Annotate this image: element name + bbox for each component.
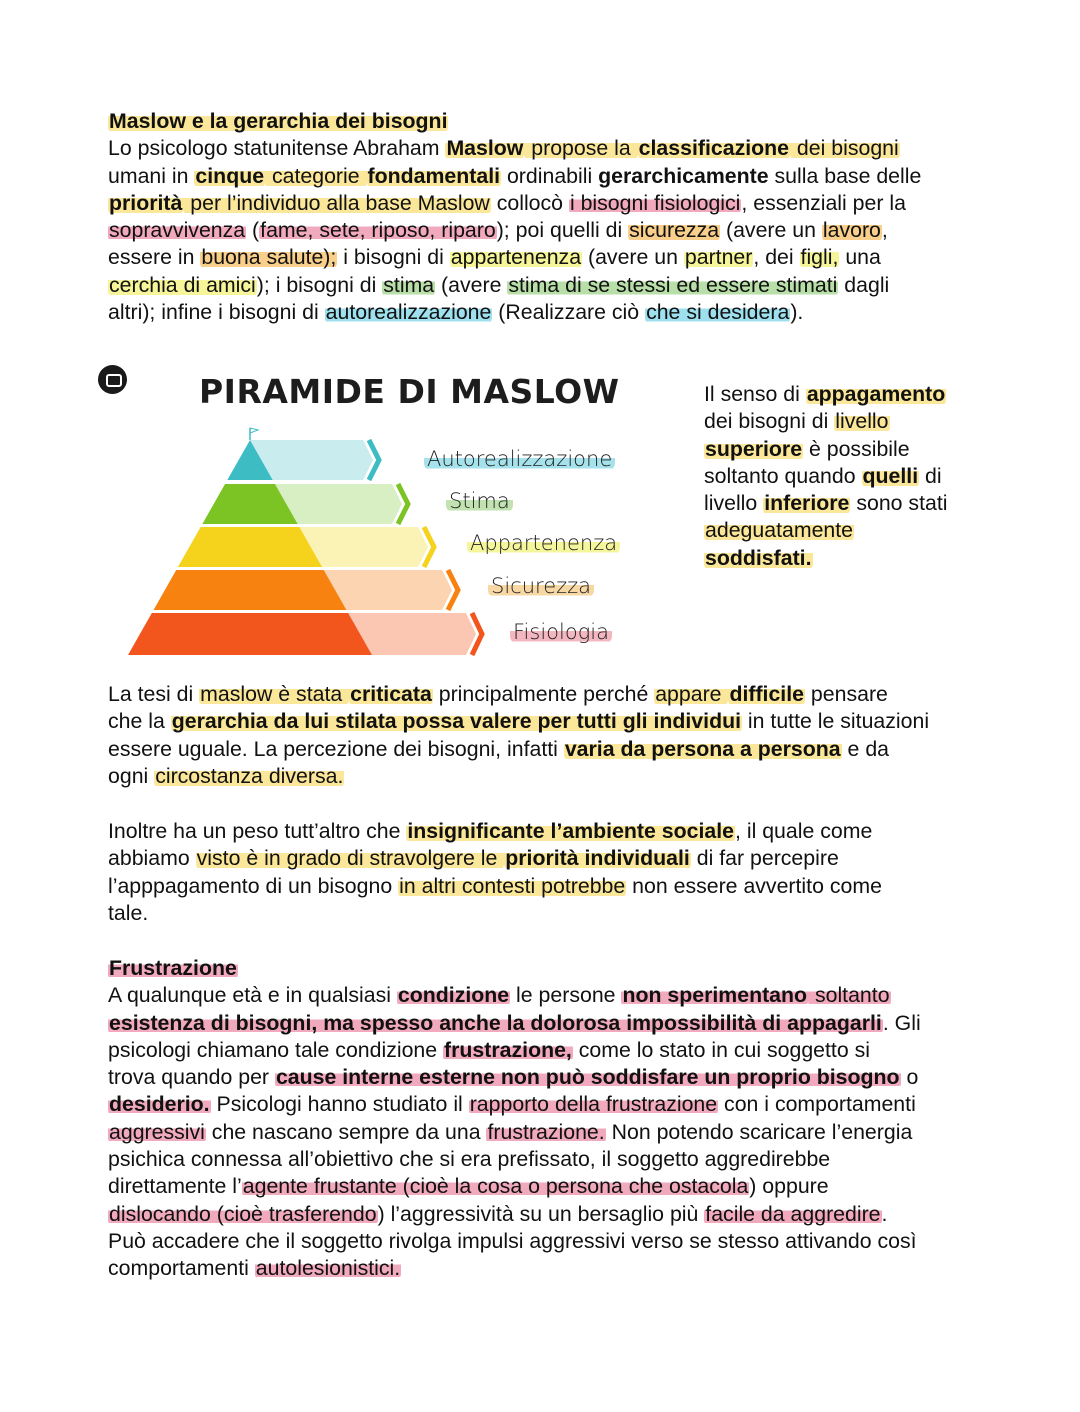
- text-run: Inoltre ha un peso tutt’altro che: [108, 819, 407, 843]
- text-run: ordinabili: [501, 163, 599, 188]
- text-run: ogni: [108, 763, 155, 788]
- text-run: i bisogni di: [337, 245, 450, 270]
- text-run: o: [900, 1065, 919, 1090]
- highlighted-text: dei bisogni: [791, 136, 899, 161]
- highlighted-text: insignificante l’ambiente sociale: [407, 819, 734, 843]
- highlighted-text: appare: [655, 682, 728, 706]
- highlighted-text: esistenza di bisogni, ma spesso anche la dolorosa impossibilità di appagarli: [109, 1010, 882, 1035]
- highlighted-text: partner: [684, 245, 753, 270]
- text-line: [108, 736, 929, 763]
- text-run: soltanto quando: [704, 463, 862, 488]
- text-run: direttamente l’: [108, 1174, 242, 1199]
- highlighted-text: visto è in grado di stravolgere le: [196, 846, 504, 871]
- pyramid-level-appartenenza: [178, 527, 322, 567]
- highlighted-text: inferiore: [764, 491, 850, 516]
- text-line: [108, 1173, 921, 1200]
- text-run: tale.: [108, 900, 149, 925]
- pyramid-level-fisiologia: [128, 613, 372, 655]
- highlighted-text: sopravvivenza: [109, 218, 246, 243]
- text-run: , dei: [753, 245, 800, 270]
- text-run: l’apppagamento di un bisogno: [108, 873, 399, 898]
- highlighted-text: condizione: [397, 983, 510, 1008]
- highlighted-text: Maslow: [446, 136, 524, 161]
- highlighted-text: appagamento: [806, 382, 946, 406]
- section-frustrazione: [108, 955, 921, 1283]
- text-run: pensare: [805, 682, 888, 706]
- text-run: ); poi quelli di: [496, 218, 629, 243]
- highlighted-text: circostanza diversa.: [155, 763, 344, 788]
- text-line: [108, 955, 921, 982]
- text-run: , il quale come: [735, 819, 873, 843]
- highlighted-text: sicurezza: [629, 218, 720, 243]
- text-run: livello: [704, 491, 764, 516]
- text-run: A qualunque età e in qualsiasi: [108, 983, 397, 1008]
- highlighted-text: i bisogni fisiologici: [569, 190, 741, 215]
- highlighted-text: priorità individuali: [505, 846, 690, 871]
- highlighted-text: fame, sete, riposo, riparo: [260, 218, 496, 243]
- highlighted-text: Frustrazione: [109, 956, 237, 980]
- text-run: dagli: [838, 272, 890, 297]
- section-social-environment: [108, 818, 882, 927]
- text-run: . Gli: [882, 1010, 921, 1035]
- text-line: [108, 763, 929, 790]
- text-run: essere in: [108, 245, 201, 270]
- text-run: Non potendo scaricare l’energia: [605, 1119, 913, 1144]
- highlighted-text: rapporto della frustrazione: [469, 1092, 718, 1117]
- highlighted-text: soddisfati.: [705, 545, 812, 570]
- text-run: le persone: [510, 983, 622, 1008]
- text-line: [108, 845, 882, 872]
- text-run: una: [839, 245, 881, 270]
- highlighted-text: quelli: [862, 463, 919, 488]
- text-run: Può accadere che il soggetto rivolga impulsi aggressivi verso se stesso attivando così: [108, 1228, 917, 1253]
- highlighted-text: criticata: [350, 682, 432, 706]
- pyramid-label: Autorealizzazione: [424, 447, 615, 471]
- text-run: non essere avvertito come: [626, 873, 882, 898]
- flag-icon: [250, 428, 258, 433]
- text-run: .: [881, 1201, 888, 1226]
- text-run: che la: [108, 709, 171, 734]
- text-line: [108, 1119, 921, 1146]
- text-run: è possibile: [803, 436, 910, 461]
- highlighted-text: dislocando (cioè trasferendo: [109, 1201, 377, 1226]
- text-run: (avere un: [720, 218, 822, 243]
- highlighted-text: categorie: [266, 163, 366, 188]
- text-run: (avere: [435, 272, 508, 297]
- highlighted-text: buona salute);: [201, 245, 337, 270]
- highlighted-text: non sperimentano: [622, 983, 808, 1008]
- highlighted-text: figli,: [800, 245, 839, 270]
- text-run: ) l’aggressività su un bersaglio più: [377, 1201, 705, 1226]
- highlighted-text: priorità: [109, 190, 183, 215]
- pyramid-label: Fisiologia: [510, 620, 612, 644]
- highlighted-text: livello: [835, 409, 889, 434]
- text-line: [108, 708, 929, 735]
- highlighted-text: Maslow e la gerarchia dei bisogni: [109, 109, 448, 133]
- pyramid-title: PIRAMIDE DI MASLOW: [199, 372, 620, 411]
- highlighted-text: frustrazione,: [444, 1037, 572, 1062]
- highlighted-text: autorealizzazione: [325, 300, 492, 325]
- text-run: ) oppure: [749, 1174, 829, 1199]
- text-run: (: [246, 218, 260, 243]
- text-line: [108, 873, 882, 900]
- text-run: Lo psicologo statunitense Abraham: [108, 136, 446, 161]
- highlighted-text: autolesionistici.: [255, 1256, 401, 1281]
- text-run: come lo stato in cui soggetto si: [572, 1037, 870, 1062]
- text-run: abbiamo: [108, 846, 196, 871]
- highlighted-text: maslow è stata: [200, 682, 349, 706]
- text-run: La tesi di: [108, 682, 200, 706]
- text-run: Psicologi hanno studiato il: [210, 1092, 469, 1117]
- highlighted-text: fondamentali: [367, 163, 501, 188]
- highlighted-text: agente frustante (cioè la cosa o persona che ostacola: [242, 1174, 749, 1199]
- highlighted-text: stima: [383, 272, 435, 297]
- text-line: [108, 1091, 921, 1118]
- text-run: psicologi chiamano tale condizione: [108, 1037, 444, 1062]
- highlighted-text: aggressivi: [109, 1119, 205, 1144]
- highlighted-text: difficile: [729, 682, 804, 706]
- highlighted-text: cinque: [195, 163, 265, 188]
- highlighted-text: varia da persona a persona: [564, 736, 841, 761]
- text-run: trova quando per: [108, 1065, 275, 1090]
- highlighted-text: facile da aggredire: [705, 1201, 881, 1226]
- text-run: (Realizzare ciò: [492, 300, 646, 325]
- pyramid-level-sicurezza: [154, 570, 347, 610]
- text-run: , essenziali per la: [741, 190, 906, 215]
- pyramid-label: Sicurezza: [488, 574, 594, 598]
- highlighted-text: lavoro: [822, 218, 881, 243]
- pyramid-band-bar: [299, 527, 428, 567]
- highlighted-text: cerchia di amici: [109, 272, 256, 297]
- text-run: (avere un: [582, 245, 684, 270]
- highlighted-text: classificazione: [638, 136, 789, 161]
- highlighted-text: superiore: [705, 436, 803, 461]
- highlighted-text: propose la: [525, 136, 637, 161]
- text-run: con i comportamenti: [718, 1092, 916, 1117]
- text-line: [108, 1010, 921, 1037]
- text-run: psichica connessa all’obiettivo che si era prefissato, il soggetto aggredirebbe: [108, 1147, 831, 1172]
- text-run: ).: [790, 300, 804, 325]
- text-run: e da: [841, 736, 890, 761]
- text-run: altri); infine i bisogni di: [108, 300, 325, 325]
- text-run: di far percepire: [690, 846, 839, 871]
- text-run: ,: [881, 218, 888, 243]
- text-run: di: [919, 463, 942, 488]
- highlighted-text: per l’individuo alla base Maslow: [184, 190, 490, 215]
- text-run: sono stati: [850, 491, 948, 516]
- text-run: dei bisogni di: [704, 409, 835, 434]
- text-run: ); i bisogni di: [256, 272, 383, 297]
- text-line: [108, 900, 882, 927]
- text-line: [108, 1255, 921, 1282]
- text-run: comportamenti: [108, 1256, 255, 1281]
- text-run: umani in: [108, 163, 195, 188]
- highlighted-text: desiderio.: [109, 1092, 210, 1117]
- pyramid-label: Appartenenza: [467, 531, 620, 555]
- text-line: [108, 982, 921, 1009]
- text-run: che nascano sempre da una: [205, 1119, 487, 1144]
- highlighted-text: cause interne esterne non può soddisfare un proprio bisogno: [275, 1065, 900, 1090]
- text-run: essere uguale. La percezione dei bisogni, infatti: [108, 736, 564, 761]
- text-run: in tutte le situazioni: [742, 709, 930, 734]
- highlighted-text: frustrazione.: [487, 1119, 605, 1144]
- highlighted-text: appartenenza: [450, 245, 582, 270]
- text-run: principalmente perché: [432, 682, 655, 706]
- text-line: [108, 1037, 921, 1064]
- highlighted-text: soltanto: [809, 983, 890, 1008]
- highlighted-text: adeguatamente: [705, 518, 854, 543]
- text-line: [108, 1146, 921, 1173]
- highlighted-text: gerarchicamente: [598, 163, 769, 188]
- text-line: [108, 1064, 921, 1091]
- highlighted-text: stima di se stessi ed essere stimati: [508, 272, 838, 297]
- highlighted-text: in altri contesti potrebbe: [399, 873, 626, 898]
- text-line: [108, 1201, 921, 1228]
- text-run: collocò: [490, 190, 569, 215]
- text-line: [108, 818, 882, 845]
- text-run: Il senso di: [704, 382, 806, 406]
- highlighted-text: che si desidera: [646, 300, 790, 325]
- highlighted-text: gerarchia da lui stilata possa valere per tutti gli individui: [171, 709, 742, 734]
- pyramid-label: Stima: [446, 489, 513, 513]
- text-line: [108, 1228, 921, 1255]
- text-run: sulla base delle: [768, 163, 922, 188]
